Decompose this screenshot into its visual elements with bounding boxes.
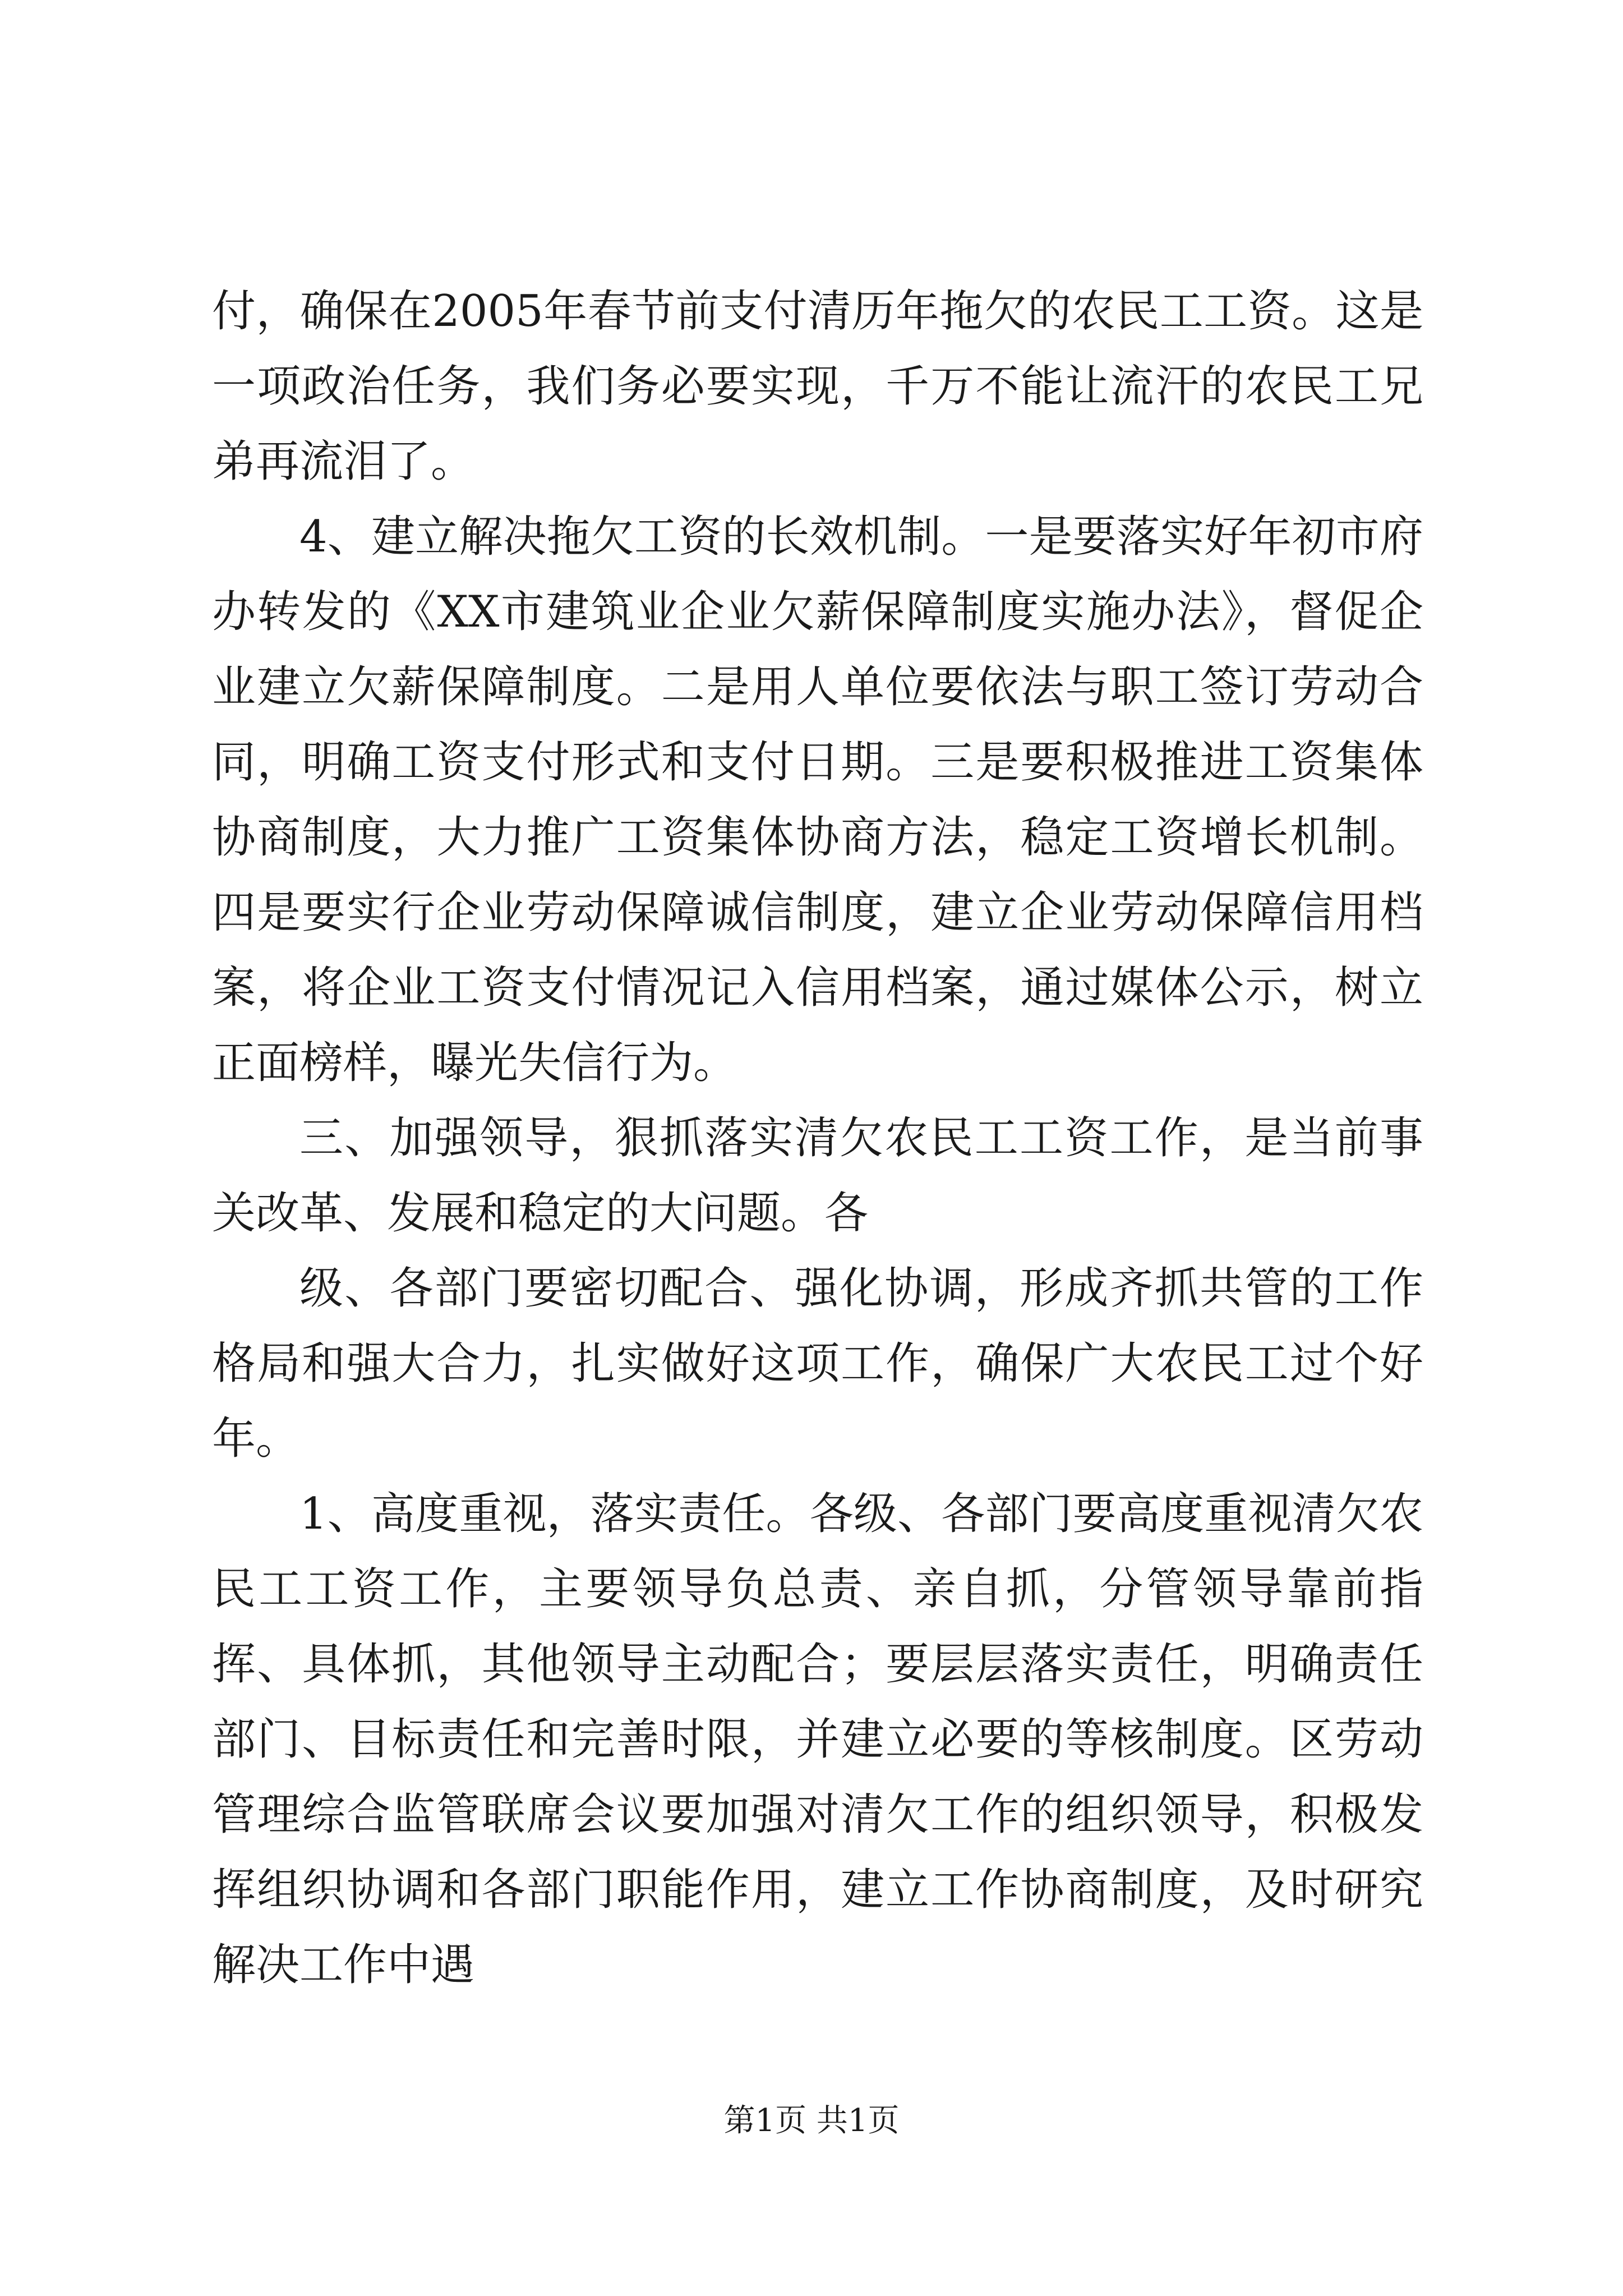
paragraph-continuation: 付，确保在2005年春节前支付清历年拖欠的农民工工资。这是一项政治任务，我们务必要实现，千万不能让流汗的农民工兄弟再流泪了。 [212,286,1423,487]
paragraph-item-1: 1、高度重视，落实责任。各级、各部门要高度重视清欠农民工工资工作，主要领导负总责、亲自抓，分管领导靠前指挥、具体抓，其他领导主动配合；要层层落实责任，明确责任部门、目标责任和完善时限，并建立必要的等核制度。区劳动管理综合监管联席会议要加强对清欠工作的组织领导，积极发挥组织协调和各部门职能作用，建立工作协商制度，及时研究解决工作中遇 [212,1489,1423,1990]
paragraph-section-3-heading: 三、加强领导，狠抓落实清欠农民工工资工作，是当前事关改革、发展和稳定的大问题。各 [212,1113,1423,1239]
paragraph-item-4: 4、建立解决拖欠工资的长效机制。一是要落实好年初市府办转发的《XX市建筑业企业欠薪保障制度实施办法》，督促企业建立欠薪保障制度。二是用人单位要依法与职工签订劳动合同，明确工资支付形式和支付日期。三是要积极推进工资集体协商制度，大力推广工资集体协商方法，稳定工资增长机制。四是要实行企业劳动保障诚信制度，建立企业劳动保障信用档案，将企业工资支付情况记入信用档案，通过媒体公示，树立正面榜样，曝光失信行为。 [212,512,1423,1088]
page-number-footer: 第1页 共1页 [723,2102,900,2139]
document-body [212,274,1423,2003]
paragraph-section-3-body: 级、各部门要密切配合、强化协调，形成齐抓共管的工作格局和强大合力，扎实做好这项工作，确保广大农民工过个好年。 [212,1263,1423,1464]
